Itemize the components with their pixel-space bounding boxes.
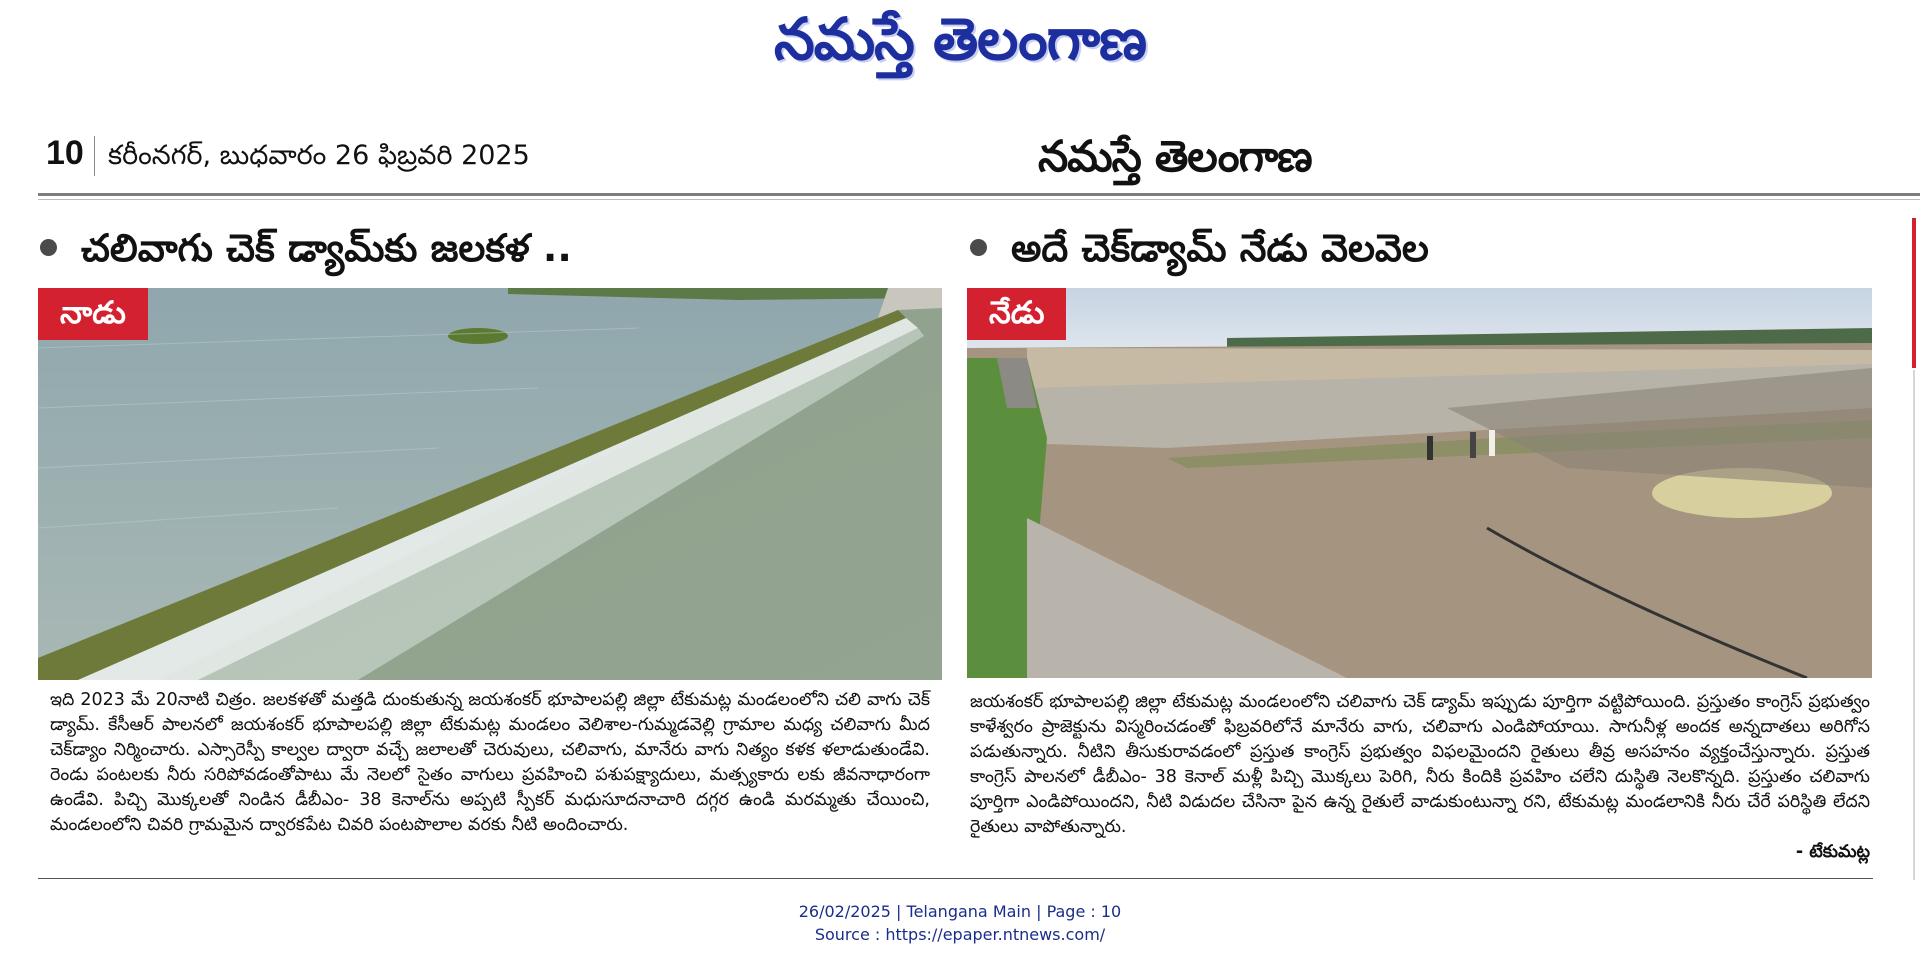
footer-source: Source : https://epaper.ntnews.com/: [814, 925, 1106, 944]
bullet-dot-icon: [970, 239, 987, 256]
bullet-dot-icon: [40, 239, 57, 256]
check-dam-dry-image: [967, 288, 1872, 678]
left-headline-text: చలివాగు చెక్ డ్యామ్‌కు జలకళ ..: [81, 226, 572, 270]
right-photo: [967, 288, 1872, 678]
right-edge-rule: [1913, 370, 1915, 880]
bottom-rule: [38, 878, 1873, 879]
right-caption: [970, 690, 1870, 865]
top-rule: [38, 193, 1920, 196]
top-rule-thin: [38, 199, 1920, 200]
nadu-tag: నాడు: [38, 288, 148, 340]
page-strip-divider: [94, 136, 95, 176]
left-headline: [40, 222, 572, 274]
footer-date-page: 26/02/2025 | Telangana Main | Page : 10: [798, 902, 1122, 921]
section-brand: నమస్తే తెలంగాణ: [1038, 132, 1312, 182]
left-photo: [38, 288, 942, 680]
page-strip: [38, 128, 1918, 188]
check-dam-full-image: [38, 288, 942, 680]
right-caption-text: జయశంకర్ భూపాలపల్లి జిల్లా టేకుమట్ల మండలంలోని చలివాగు చెక్ డ్యామ్ ఇప్పుడు పూర్తిగా వట్టిపోయింది. ప్రస్తుతం కాంగ్రెస్ ప్రభుత్వం కాళేశ్వరం ప్రాజెక్టును విస్మరించడంతో ఫిబ్రవరిలోనే మానేరు వాగు, చలివాగు ఎండిపోయాయి. సాగునీళ్ల అందక అన్నదాతలు అరిగోస పడుతున్నారు. నీటిని తీసుకురావడంలో ప్రస్తుత కాంగ్రెస్ ప్రభుత్వం విఫలమైందని రైతులు తీవ్ర అసహనం వ్యక్తంచేస్తున్నారు. ప్రస్తుత కాంగ్రెస్ పాలనలో డీబీఎం- 38 కెనాల్ మళ్లీ పిచ్చి మొక్కలు పెరిగి, నీరు కిందికి ప్రవహిం చలేని దుస్థితి నెలకొన్నది. ప్రస్తుతం చలివాగు పూర్తిగా ఎండిపోయిందని, నీటి విడుదల చేసినా పైన ఉన్న రైతులే వాడుకుంటున్నా రని, టేకుమట్ల మండలానికి నీరు చేరే పరిస్థితి లేదని రైతులు వాపోతున్నారు.: [970, 692, 1870, 837]
nedu-tag: నేడు: [967, 288, 1066, 340]
left-caption: [50, 688, 930, 838]
right-headline: [970, 222, 1429, 274]
right-edge-accent: [1912, 218, 1916, 368]
dateline: కరీంనగర్, బుధవారం 26 ఫిబ్రవరి 2025: [108, 140, 530, 171]
page-number: 10: [46, 134, 84, 172]
right-byline: - టేకుమట్ల: [1795, 842, 1870, 862]
masthead-logo: నమస్తే తెలంగాణ: [774, 5, 1146, 73]
right-headline-text: అదే చెక్‌డ్యామ్ నేడు వెలవెల: [1011, 226, 1429, 270]
left-caption-text: ఇది 2023 మే 20నాటి చిత్రం. జలకళతో మత్తడి దుంకుతున్న జయశంకర్ భూపాలపల్లి జిల్లా టేకుమట్ల మండలంలోని చలి వాగు చెక్ డ్యామ్. కేసీఆర్ పాలనలో జయశంకర్ భూపాలపల్లి జిల్లా టేకుమట్ల మండలం వెలిశాల-గుమ్మడవెల్లి గ్రామాల మధ్య చలివాగు మీద చెక్‌డ్యాం నిర్మించారు. ఎస్సారెస్పీ కాల్వల ద్వారా వచ్చే జలాలతో చెరువులు, చలివాగు, మానేరు వాగు నిత్యం కళక ళలాడుతుండేవి. రెండు పంటలకు నీరు సరిపోవడంతోపాటు మే నెలలో సైతం వాగులు ప్రవహించి పశుపక్ష్యాదులు, మత్స్యకారు లకు జీవనాధారంగా ఉండేవి. పిచ్చి మొక్కలతో నిండిన డీబీఎం- 38 కెనాల్‌ను అప్పటి స్పీకర్ మధుసూదనాచారి దగ్గర ఉండి మరమ్మతు చేయించి, మండలంలోని చివరి గ్రామమైన ద్వారకపేట చివరి పంటపొలాల వరకు నీటి అందించారు.: [50, 690, 930, 835]
